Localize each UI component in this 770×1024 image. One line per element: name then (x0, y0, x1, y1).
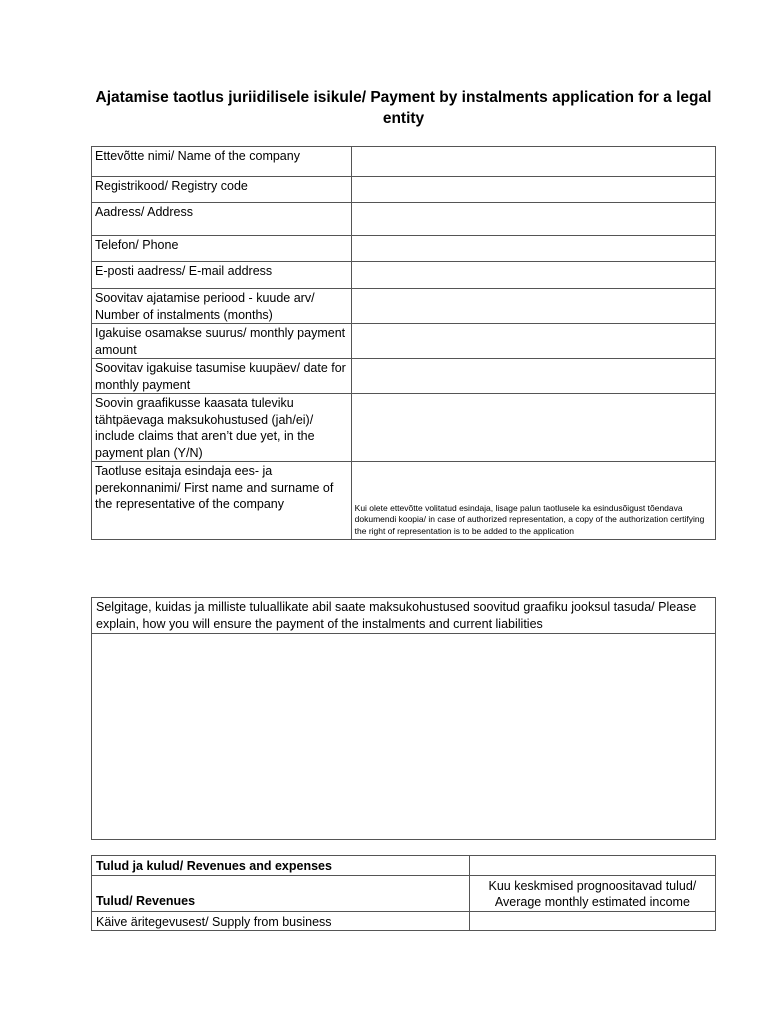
table-row (92, 236, 716, 262)
table-row (92, 203, 716, 236)
payment-date-field[interactable] (351, 359, 715, 394)
table-row (92, 598, 716, 634)
revenues-expenses-heading: Tulud ja kulud/ Revenues and expenses (92, 856, 470, 876)
email-field[interactable] (351, 262, 715, 289)
table-row (92, 324, 716, 359)
table-row (92, 289, 716, 324)
address-field[interactable] (351, 203, 715, 236)
explanation-answer-field[interactable] (92, 634, 716, 840)
instalment-count-label: Soovitav ajatamise periood - kuude arv/ Number of instalments (months) (92, 289, 352, 324)
company-info-table (91, 146, 716, 540)
instalment-count-field[interactable] (351, 289, 715, 324)
payment-date-label: Soovitav igakuise tasumise kuupäev/ date for monthly payment (92, 359, 352, 394)
supply-from-business-field[interactable] (469, 911, 715, 931)
table-row (92, 262, 716, 289)
registry-code-label: Registrikood/ Registry code (92, 177, 352, 203)
table-row (92, 359, 716, 394)
table-row (92, 177, 716, 203)
revenues-expenses-table (91, 855, 716, 931)
representative-name-label: Taotluse esitaja esindaja ees- ja perekonnanimi/ First name and surname of the representative of the company (92, 462, 352, 540)
blank-header-cell (469, 856, 715, 876)
future-claims-field[interactable] (351, 394, 715, 462)
table-row (92, 462, 716, 540)
table-row (92, 856, 716, 876)
table-row (92, 394, 716, 462)
company-name-field[interactable] (351, 147, 715, 177)
explanation-table (91, 597, 716, 840)
table-row (92, 911, 716, 931)
table-row (92, 634, 716, 840)
future-claims-label: Soovin graafikusse kaasata tuleviku tähtpäevaga maksukohustused (jah/ei)/ include claims that aren’t due yet, in the payment plan (Y/N) (92, 394, 352, 462)
representative-name-field[interactable] (351, 462, 715, 540)
phone-label: Telefon/ Phone (92, 236, 352, 262)
phone-field[interactable] (351, 236, 715, 262)
monthly-amount-field[interactable] (351, 324, 715, 359)
form-title: Ajatamise taotlus juriidilisele isikule/ Payment by instalments application for a legal entity (95, 89, 712, 127)
table-row (92, 147, 716, 177)
representation-note: Kui olete ettevõtte volitatud esindaja, lisage palun taotlusele ka esindusõigust tõendava dokumendi koopia/ in case of authorized representation, a copy of the authorization certifying the right of representation is to be added to the application (354, 502, 705, 537)
monthly-amount-label: Igakuise osamakse suurus/ monthly payment amount (92, 324, 352, 359)
email-label: E-posti aadress/ E-mail address (92, 262, 352, 289)
supply-from-business-label: Käive äritegevusest/ Supply from business (92, 911, 470, 931)
address-label: Aadress/ Address (92, 203, 352, 236)
company-name-label: Ettevõtte nimi/ Name of the company (92, 147, 352, 177)
average-income-header: Kuu keskmised prognoositavad tulud/ Average monthly estimated income (469, 875, 715, 911)
registry-code-field[interactable] (351, 177, 715, 203)
table-row (92, 875, 716, 911)
explanation-prompt: Selgitage, kuidas ja milliste tuluallikate abil saate maksukohustused soovitud graafiku jooksul tasuda/ Please explain, how you will ensure the payment of the instalments and current liabilities (92, 598, 716, 634)
revenues-label: Tulud/ Revenues (92, 875, 470, 911)
